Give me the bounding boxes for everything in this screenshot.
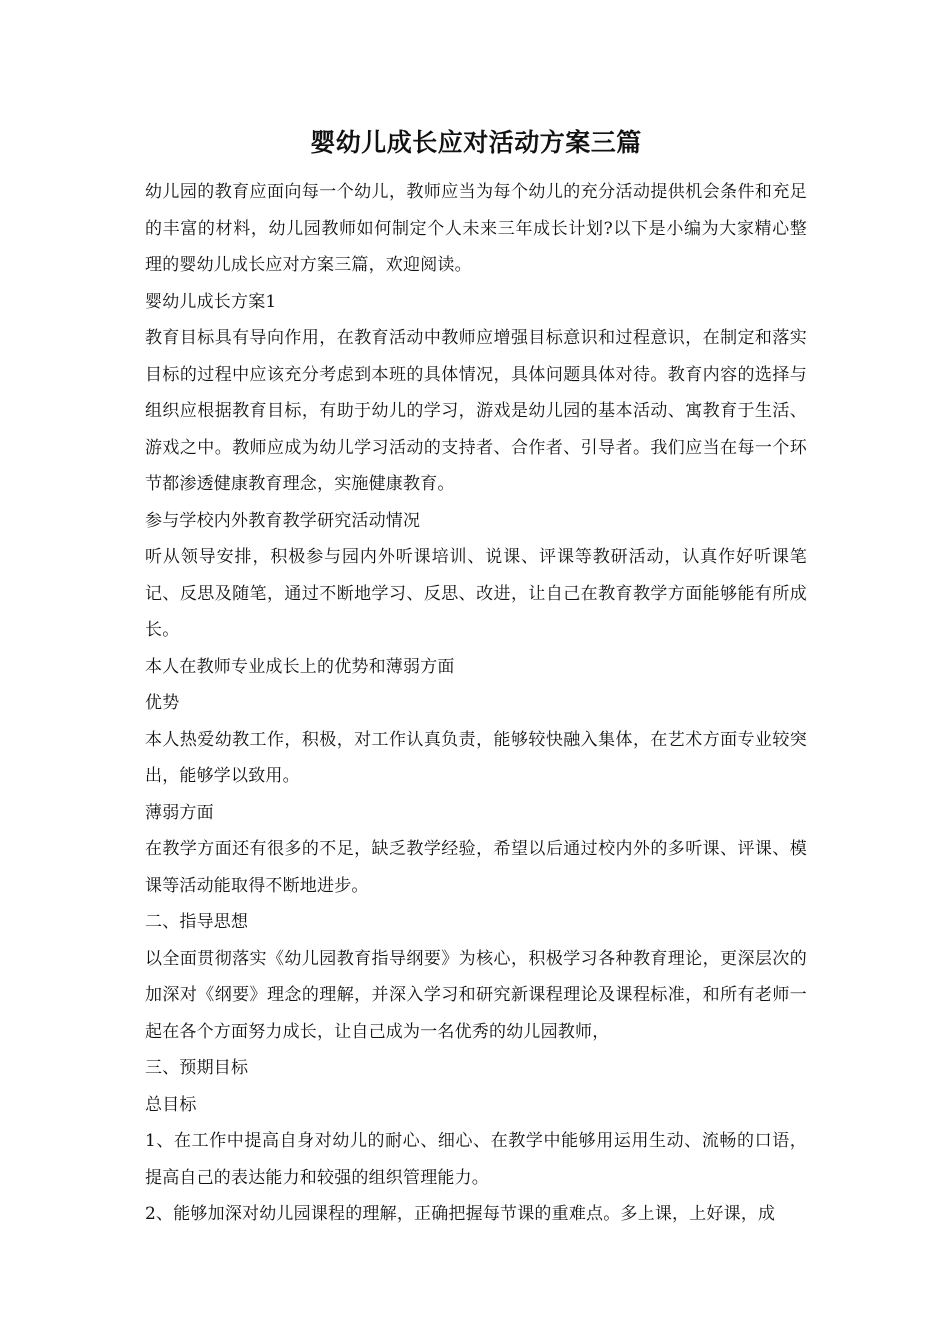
body-paragraph-strengths: 本人热爱幼教工作，积极，对工作认真负责，能够较快融入集体，在艺术方面专业较突出，能够学以致用。: [145, 729, 807, 786]
section-heading-expected-goals: 三、预期目标: [145, 1058, 249, 1078]
section-heading-strengths-weaknesses: 本人在教师专业成长上的优势和薄弱方面: [145, 656, 455, 677]
section-heading-guiding-thought: 二、指导思想: [145, 912, 249, 932]
document-title: 婴幼儿成长应对活动方案三篇: [310, 128, 642, 157]
body-paragraph-research: 听从领导安排，积极参与园内外听课培训、说课、评课等教研活动，认真作好听课笔记、反思及随笔，通过不断地学习、反思、改进，让自己在教育教学方面能够能有所成长。: [145, 547, 807, 640]
body-paragraph-weaknesses: 在教学方面还有很多的不足，缺乏教学经验，希望以后通过校内外的多听课、评课、模课等活动能取得不断地进步。: [145, 839, 807, 896]
intro-paragraph: 幼儿园的教育应面向每一个幼儿，教师应当为每个幼儿的充分活动提供机会条件和充足的丰富的材料，幼儿园教师如何制定个人未来三年成长计划?以下是小编为大家精心整理的婴幼儿成长应对方案三篇，欢迎阅读。: [145, 182, 807, 275]
list-item-goal-2: 2、能够加深对幼儿园课程的理解，正确把握每节课的重难点。多上课，上好课，成: [145, 1204, 776, 1224]
body-paragraph-guiding-thought: 以全面贯彻落实《幼儿园教育指导纲要》为核心，积极学习各种教育理论，更深层次的加深对《纲要》理念的理解，并深入学习和研究新课程理论及课程标准，和所有老师一起在各个方面努力成长，让自己成为一名优秀的幼儿园教师，: [145, 948, 807, 1042]
body-paragraph-goals: 教育目标具有导向作用，在教育活动中教师应增强目标意识和过程意识，在制定和落实目标的过程中应该充分考虑到本班的具体情况，具体问题具体对待。教育内容的选择与组织应根据教育目标，有助于幼儿的学习，游戏是幼儿园的基本活动、寓教育于生活、游戏之中。教师应成为幼儿学习活动的支持者、合作者、引导者。我们应当在每一个环节都渗透健康教育理念，实施健康教育。: [145, 328, 807, 494]
section-heading-overall-goal: 总目标: [145, 1094, 197, 1115]
section-heading-research: 参与学校内外教育教学研究活动情况: [145, 510, 421, 531]
list-item-goal-1: 1、在工作中提高自身对幼儿的耐心、细心、在教学中能够用运用生动、流畅的口语，提高自己的表达能力和较强的组织管理能力。: [145, 1131, 807, 1188]
document-page: [145, 126, 807, 1233]
section-heading-strengths: 优势: [145, 693, 180, 713]
section-heading-plan-1: 婴幼儿成长方案1: [145, 291, 277, 312]
section-heading-weaknesses: 薄弱方面: [145, 802, 214, 823]
